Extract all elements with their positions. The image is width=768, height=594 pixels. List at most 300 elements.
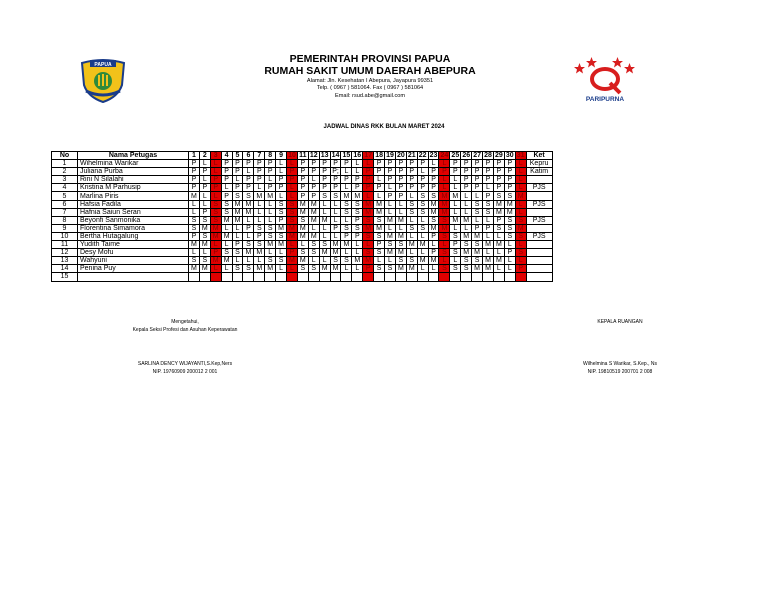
shift-cell: M xyxy=(297,257,308,265)
shift-cell: P xyxy=(254,168,265,176)
shift-cell: P xyxy=(461,160,472,168)
shift-cell: P xyxy=(450,168,461,176)
shift-cell: P xyxy=(243,160,254,168)
shift-cell: P xyxy=(232,241,243,249)
shift-cell: L xyxy=(472,192,483,200)
shift-cell: L xyxy=(276,249,287,257)
shift-cell: L xyxy=(210,192,221,200)
shift-cell: P xyxy=(210,176,221,184)
shift-cell: L xyxy=(287,160,298,168)
shift-cell: M xyxy=(450,192,461,200)
shift-cell: L xyxy=(406,192,417,200)
row-number: 5 xyxy=(52,192,78,200)
shift-cell: M xyxy=(374,208,385,216)
shift-cell: S xyxy=(406,257,417,265)
shift-cell xyxy=(243,273,254,281)
shift-cell: L xyxy=(308,176,319,184)
shift-cell: S xyxy=(461,241,472,249)
row-number: 11 xyxy=(52,241,78,249)
shift-cell: L xyxy=(319,200,330,208)
shift-cell: M xyxy=(483,265,494,273)
shift-cell: M xyxy=(493,208,504,216)
shift-cell: L xyxy=(363,160,374,168)
shift-cell: S xyxy=(504,216,515,224)
shift-cell: L xyxy=(265,200,276,208)
shift-cell: M xyxy=(341,192,352,200)
shift-cell: L xyxy=(341,249,352,257)
shift-cell: P xyxy=(504,184,515,192)
shift-cell: L xyxy=(221,224,232,232)
shift-cell: M xyxy=(515,192,526,200)
shift-cell: L xyxy=(330,208,341,216)
shift-cell: L xyxy=(395,224,406,232)
shift-cell: M xyxy=(406,241,417,249)
shift-cell: L xyxy=(428,241,439,249)
shift-cell: L xyxy=(417,232,428,240)
shift-cell: S xyxy=(504,232,515,240)
shift-cell: S xyxy=(385,241,396,249)
shift-cell: P xyxy=(319,184,330,192)
header-day: 29 xyxy=(494,152,503,160)
shift-cell: S xyxy=(199,232,210,240)
shift-cell: P xyxy=(189,232,200,240)
shift-cell: P xyxy=(428,184,439,192)
shift-cell: P xyxy=(483,160,494,168)
header-day: 26 xyxy=(462,152,471,160)
shift-cell: S xyxy=(472,241,483,249)
shift-cell: S xyxy=(243,265,254,273)
shift-cell: M xyxy=(287,257,298,265)
shift-cell: L xyxy=(504,265,515,273)
shift-cell: P xyxy=(504,168,515,176)
shift-cell xyxy=(417,273,428,281)
shift-cell: P xyxy=(406,176,417,184)
shift-cell: P xyxy=(461,168,472,176)
shift-cell: M xyxy=(417,257,428,265)
header-day: 14 xyxy=(331,152,340,160)
duty-schedule-table xyxy=(51,151,553,282)
document-title: JADWAL DINAS RKK BULAN MARET 2024 xyxy=(323,124,445,130)
shift-cell: P xyxy=(483,168,494,176)
shift-cell: P xyxy=(189,184,200,192)
shift-cell: S xyxy=(276,232,287,240)
header-name: Nama Petugas xyxy=(78,152,189,160)
staff-name: Rini N Silalahi xyxy=(78,176,189,184)
shift-cell: L xyxy=(243,232,254,240)
shift-cell: M xyxy=(450,216,461,224)
remark-cell xyxy=(526,257,552,265)
shift-cell: L xyxy=(363,241,374,249)
shift-cell: L xyxy=(297,241,308,249)
shift-cell: L xyxy=(406,216,417,224)
shift-cell: L xyxy=(199,249,210,257)
shift-cell: L xyxy=(243,168,254,176)
shift-cell: S xyxy=(352,224,363,232)
shift-cell: L xyxy=(385,257,396,265)
header-day: 9 xyxy=(276,152,287,160)
shift-cell: M xyxy=(395,265,406,273)
shift-cell: L xyxy=(265,176,276,184)
shift-cell: M xyxy=(243,249,254,257)
remark-cell xyxy=(526,192,552,200)
shift-cell: M xyxy=(493,257,504,265)
shift-cell: P xyxy=(308,160,319,168)
shift-cell: P xyxy=(319,176,330,184)
table-header-row xyxy=(52,152,553,160)
shift-cell: P xyxy=(450,160,461,168)
acknowledged-caption: Mengetahui, xyxy=(171,319,199,325)
shift-cell: S xyxy=(297,265,308,273)
shift-cell xyxy=(297,273,308,281)
shift-cell: L xyxy=(461,208,472,216)
header-day: 10 xyxy=(288,152,296,160)
shift-cell: L xyxy=(287,192,298,200)
shift-cell: S xyxy=(319,192,330,200)
header-day: 25 xyxy=(451,152,460,160)
shift-cell: M xyxy=(199,265,210,273)
shift-cell: S xyxy=(363,249,374,257)
shift-cell: L xyxy=(439,176,450,184)
shift-cell: M xyxy=(352,257,363,265)
shift-cell: M xyxy=(308,208,319,216)
shift-cell: S xyxy=(406,200,417,208)
remark-cell xyxy=(526,249,552,257)
shift-cell: L xyxy=(189,208,200,216)
shift-cell: S xyxy=(493,224,504,232)
shift-cell: L xyxy=(428,160,439,168)
header-day: 23 xyxy=(429,152,438,160)
shift-cell: P xyxy=(297,160,308,168)
header-day: 8 xyxy=(265,152,276,160)
header-day: 28 xyxy=(484,152,492,160)
table-row xyxy=(52,224,553,232)
shift-cell: L xyxy=(493,265,504,273)
staff-name: Wahyuni xyxy=(78,257,189,265)
shift-cell: P xyxy=(363,184,374,192)
shift-cell: M xyxy=(504,200,515,208)
shift-cell: P xyxy=(330,184,341,192)
shift-cell: P xyxy=(395,168,406,176)
shift-cell: L xyxy=(341,216,352,224)
shift-cell: S xyxy=(199,216,210,224)
shift-cell: L xyxy=(341,265,352,273)
shift-cell: L xyxy=(504,241,515,249)
shift-cell: L xyxy=(406,249,417,257)
shift-cell: S xyxy=(297,216,308,224)
shift-cell: S xyxy=(254,224,265,232)
shift-cell: P xyxy=(319,168,330,176)
shift-cell: L xyxy=(352,241,363,249)
shift-cell: P xyxy=(210,184,221,192)
shift-cell: P xyxy=(483,176,494,184)
shift-cell: P xyxy=(308,184,319,192)
shift-cell xyxy=(363,273,374,281)
shift-cell: L xyxy=(483,232,494,240)
paripurna-accreditation-logo xyxy=(570,55,640,103)
shift-cell: P xyxy=(254,160,265,168)
shift-cell: M xyxy=(319,216,330,224)
shift-cell: P xyxy=(504,160,515,168)
shift-cell: L xyxy=(319,224,330,232)
shift-cell xyxy=(330,273,341,281)
shift-cell: M xyxy=(428,208,439,216)
shift-cell: L xyxy=(483,249,494,257)
shift-cell: P xyxy=(341,160,352,168)
shift-cell: S xyxy=(243,241,254,249)
row-number: 10 xyxy=(52,232,78,240)
staff-name: Hafsia Fadila xyxy=(78,200,189,208)
shift-cell: L xyxy=(515,176,526,184)
shift-cell: S xyxy=(428,192,439,200)
shift-cell: S xyxy=(210,200,221,208)
shift-cell: S xyxy=(265,257,276,265)
shift-cell xyxy=(483,273,494,281)
row-number: 15 xyxy=(52,273,78,281)
shift-cell: M xyxy=(319,249,330,257)
shift-cell: L xyxy=(243,257,254,265)
shift-cell: L xyxy=(439,184,450,192)
shift-cell: M xyxy=(461,216,472,224)
shift-cell: P xyxy=(385,192,396,200)
shift-cell: M xyxy=(232,216,243,224)
shift-cell: P xyxy=(493,168,504,176)
shift-cell: L xyxy=(199,192,210,200)
header-no: No xyxy=(52,152,78,160)
shift-cell: S xyxy=(352,208,363,216)
shift-cell xyxy=(265,273,276,281)
row-number: 4 xyxy=(52,184,78,192)
shift-cell: M xyxy=(210,232,221,240)
shift-cell: M xyxy=(515,224,526,232)
shift-cell: L xyxy=(374,192,385,200)
remark-cell: Katim xyxy=(526,168,552,176)
shift-cell: L xyxy=(417,265,428,273)
shift-cell: L xyxy=(221,241,232,249)
shift-cell: L xyxy=(221,265,232,273)
shift-cell xyxy=(352,273,363,281)
shift-cell: M xyxy=(483,241,494,249)
staff-name: Wihelmina Warikar xyxy=(78,160,189,168)
shift-cell: P xyxy=(483,192,494,200)
shift-cell: L xyxy=(308,257,319,265)
shift-cell xyxy=(232,273,243,281)
address-line: Alamat: Jln. Kesehatan I Abepura, Jayapura 99351 xyxy=(306,78,434,84)
shift-cell: L xyxy=(189,249,200,257)
shift-cell: P xyxy=(221,160,232,168)
shift-cell xyxy=(385,273,396,281)
shift-cell: P xyxy=(472,224,483,232)
shift-cell: S xyxy=(483,208,494,216)
shift-cell: M xyxy=(461,249,472,257)
shift-cell: M xyxy=(276,241,287,249)
shift-cell: S xyxy=(232,265,243,273)
shift-cell: M xyxy=(199,224,210,232)
shift-cell: M xyxy=(308,232,319,240)
shift-cell: L xyxy=(493,249,504,257)
shift-cell: P xyxy=(189,160,200,168)
row-number: 7 xyxy=(52,208,78,216)
shift-cell: M xyxy=(297,224,308,232)
shift-cell xyxy=(199,273,210,281)
shift-cell: P xyxy=(265,184,276,192)
left-signatory-name: SARLINA DENCY WIJAYANTI,S.Kep,Ners xyxy=(137,361,233,367)
table-row xyxy=(52,184,553,192)
ward-head-caption: KEPALA RUANGAN xyxy=(597,319,643,325)
email-line: Email: rsud.abe@gmail.com xyxy=(334,92,406,99)
shift-cell: P xyxy=(243,184,254,192)
shift-cell: L xyxy=(199,200,210,208)
shift-cell: M xyxy=(199,241,210,249)
header-day: 16 xyxy=(353,152,362,160)
header-day: 27 xyxy=(473,152,481,160)
shift-cell: M xyxy=(330,241,341,249)
shift-cell: S xyxy=(374,232,385,240)
header-day: 1 xyxy=(189,152,200,160)
shift-cell: M xyxy=(374,224,385,232)
shift-cell: M xyxy=(287,232,298,240)
shift-cell: P xyxy=(483,224,494,232)
shift-cell: L xyxy=(232,232,243,240)
shift-cell: M xyxy=(276,224,287,232)
header-day: 15 xyxy=(342,152,351,160)
shift-cell: L xyxy=(461,200,472,208)
shift-cell: P xyxy=(352,216,363,224)
shift-cell: S xyxy=(308,241,319,249)
shift-cell: L xyxy=(352,168,363,176)
staff-name: Kristina M Parhusip xyxy=(78,184,189,192)
shift-cell: P xyxy=(287,168,298,176)
shift-cell: P xyxy=(308,192,319,200)
shift-cell xyxy=(374,273,385,281)
shift-cell: L xyxy=(395,200,406,208)
remark-cell xyxy=(526,176,552,184)
shift-cell: S xyxy=(363,216,374,224)
table-row xyxy=(52,241,553,249)
shift-cell: S xyxy=(352,200,363,208)
header-day: 5 xyxy=(232,152,243,160)
shift-cell: L xyxy=(483,216,494,224)
shift-cell: L xyxy=(254,208,265,216)
header-day: 22 xyxy=(418,152,427,160)
shift-cell: P xyxy=(254,232,265,240)
shift-cell: P xyxy=(472,160,483,168)
shift-cell: S xyxy=(287,216,298,224)
shift-cell: P xyxy=(352,232,363,240)
staff-name: Marlina Piris xyxy=(78,192,189,200)
shift-cell: L xyxy=(330,216,341,224)
shift-cell: P xyxy=(428,176,439,184)
header-day: 13 xyxy=(320,152,329,160)
shift-cell: S xyxy=(232,192,243,200)
shift-cell: M xyxy=(308,216,319,224)
shift-cell: S xyxy=(210,208,221,216)
shift-cell: P xyxy=(515,265,526,273)
shift-cell: P xyxy=(374,241,385,249)
shift-cell: P xyxy=(504,249,515,257)
shift-cell: P xyxy=(363,176,374,184)
shift-cell: S xyxy=(308,249,319,257)
shift-cell: S xyxy=(276,208,287,216)
shift-cell: L xyxy=(417,216,428,224)
shift-cell: S xyxy=(221,249,232,257)
shift-cell: L xyxy=(276,168,287,176)
shift-cell: P xyxy=(395,184,406,192)
shift-cell: M xyxy=(341,241,352,249)
header-day: 6 xyxy=(243,152,254,160)
shift-cell: L xyxy=(352,160,363,168)
shift-cell: S xyxy=(330,192,341,200)
row-number: 12 xyxy=(52,249,78,257)
shift-cell: L xyxy=(254,200,265,208)
shift-cell: L xyxy=(210,241,221,249)
shift-cell: S xyxy=(254,241,265,249)
shift-cell: L xyxy=(374,257,385,265)
shift-cell: M xyxy=(439,224,450,232)
table-row xyxy=(52,160,553,168)
shift-cell: L xyxy=(319,257,330,265)
shift-cell: L xyxy=(461,192,472,200)
shift-cell: P xyxy=(385,168,396,176)
shift-cell: P xyxy=(341,232,352,240)
shift-cell: L xyxy=(254,257,265,265)
shift-cell: M xyxy=(472,232,483,240)
shift-cell: M xyxy=(385,249,396,257)
shift-cell: M xyxy=(439,200,450,208)
shift-cell: P xyxy=(428,168,439,176)
shift-cell: M xyxy=(472,249,483,257)
shift-cell xyxy=(428,273,439,281)
shift-cell: P xyxy=(276,216,287,224)
shift-cell: L xyxy=(450,257,461,265)
shift-cell: M xyxy=(363,224,374,232)
shift-cell: P xyxy=(276,184,287,192)
shift-cell: P xyxy=(265,168,276,176)
shift-cell: L xyxy=(341,168,352,176)
shift-cell xyxy=(319,273,330,281)
header-day: 30 xyxy=(505,152,514,160)
shift-cell: P xyxy=(406,160,417,168)
header-day: 7 xyxy=(254,152,265,160)
shift-cell: M xyxy=(254,192,265,200)
shift-cell: M xyxy=(330,265,341,273)
shift-cell: S xyxy=(189,257,200,265)
shift-cell: S xyxy=(450,232,461,240)
shift-cell: M xyxy=(472,265,483,273)
shift-cell: L xyxy=(450,184,461,192)
shift-cell: S xyxy=(461,265,472,273)
shift-cell: P xyxy=(243,176,254,184)
shift-cell: S xyxy=(406,224,417,232)
remark-cell: PJS xyxy=(526,184,552,192)
shift-cell: L xyxy=(461,224,472,232)
table-row xyxy=(52,249,553,257)
shift-cell: L xyxy=(515,184,526,192)
shift-cell: M xyxy=(493,200,504,208)
staff-name: Juliana Purba xyxy=(78,168,189,176)
row-number: 14 xyxy=(52,265,78,273)
shift-cell: L xyxy=(265,249,276,257)
shift-cell: L xyxy=(483,184,494,192)
shift-cell: L xyxy=(254,216,265,224)
shift-cell: S xyxy=(483,200,494,208)
shift-cell: S xyxy=(515,216,526,224)
shift-cell: M xyxy=(385,216,396,224)
shift-cell: M xyxy=(439,208,450,216)
shift-cell xyxy=(189,273,200,281)
shift-cell: M xyxy=(189,192,200,200)
shift-cell xyxy=(341,273,352,281)
shift-cell: P xyxy=(352,176,363,184)
